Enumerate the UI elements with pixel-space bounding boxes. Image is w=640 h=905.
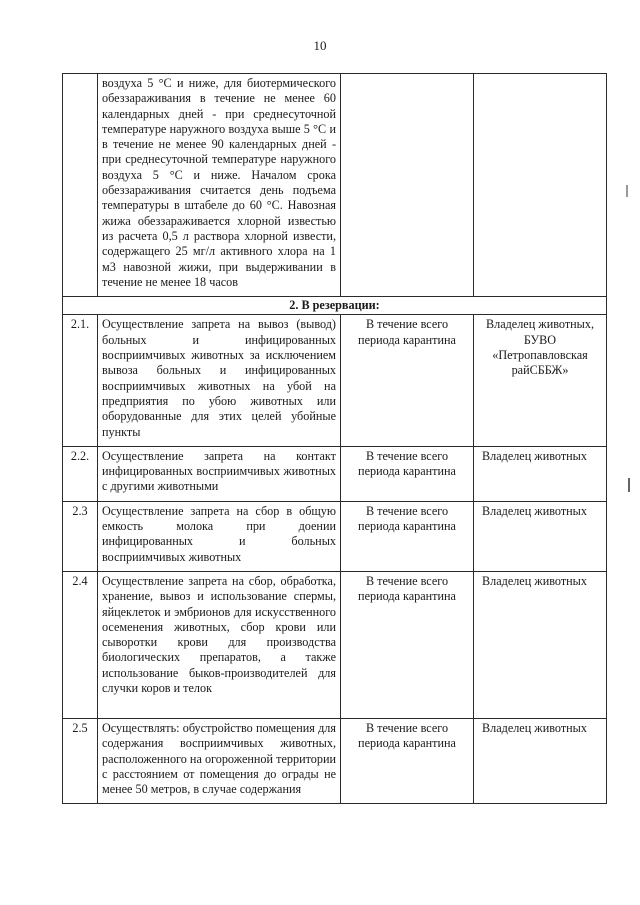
continuation-resp-cell xyxy=(474,74,607,297)
row-number: 2.3 xyxy=(63,501,98,571)
row-term: В течение всего периода карантина xyxy=(341,718,474,803)
row-number: 2.4 xyxy=(63,571,98,718)
table-row xyxy=(63,718,607,803)
row-number: 2.1. xyxy=(63,315,98,446)
row-responsible: Владелец животных xyxy=(474,446,607,501)
row-term: В течение всего периода карантина xyxy=(341,315,474,446)
section-title: 2. В резервации: xyxy=(63,297,607,315)
section-row xyxy=(63,297,607,315)
continuation-num-cell xyxy=(63,74,98,297)
row-measure: Осуществление запрета на контакт инфицированных восприимчивых животных с другими животными xyxy=(98,446,341,501)
scan-mark xyxy=(628,478,630,492)
row-number: 2.2. xyxy=(63,446,98,501)
table-row xyxy=(63,315,607,446)
row-term: В течение всего периода карантина xyxy=(341,501,474,571)
row-measure: Осуществление запрета на сбор, обработка, хранение, вывоз и использование спермы, яйцеклеток и эмбрионов для искусственного осеменения животных, сбор крови или сыворотки крови для производства биологических препаратов, а также использование быков-производителей для случки коров и телок xyxy=(98,571,341,718)
table-row xyxy=(63,571,607,718)
row-measure: Осуществлять: обустройство помещения для содержания восприимчивых животных, расположенного на огороженной территории с расстоянием от помещения до ограды не менее 50 метров, в случае содержания xyxy=(98,718,341,803)
row-number: 2.5 xyxy=(63,718,98,803)
table-row xyxy=(63,501,607,571)
scan-mark xyxy=(626,185,628,197)
measures-table xyxy=(62,73,607,804)
continuation-text: воздуха 5 °С и ниже, для биотермического обеззараживания в течение не менее 60 календарных дней - при среднесуточной температуре наружного воздуха выше 5 °С и в течение не менее 90 календарных дней - при среднесуточной температуре наружного воздуха 5 °С и ниже. Началом срока обеззараживания считается день подъема температуры в штабеле до 60 °С. Навозная жижа обеззараживается хлорной известью из расчета 0,5 л раствора хлорной извести, содержащего 25 мг/л активного хлора на 1 м3 навозной жижи, при выдерживании в течение не менее 18 часов xyxy=(98,74,341,297)
row-responsible: Владелец животных xyxy=(474,718,607,803)
row-term: В течение всего периода карантина xyxy=(341,446,474,501)
page-number: 10 xyxy=(313,38,327,53)
continuation-row xyxy=(63,74,607,297)
row-measure: Осуществление запрета на вывоз (вывод) больных и инфицированных восприимчивых животных за исключением вывоза больных и инфицированных восприимчивых животных на убой на предприятия по убою животных или оборудованные для этих целей убойные пункты xyxy=(98,315,341,446)
row-responsible: Владелец животных, БУВО «Петропавловская райСББЖ» xyxy=(474,315,607,446)
row-responsible: Владелец животных xyxy=(474,571,607,718)
continuation-term-cell xyxy=(341,74,474,297)
table-row xyxy=(63,446,607,501)
row-measure: Осуществление запрета на сбор в общую емкость молока при доении инфицированных и больных восприимчивых животных xyxy=(98,501,341,571)
row-term: В течение всего периода карантина xyxy=(341,571,474,718)
row-responsible: Владелец животных xyxy=(474,501,607,571)
